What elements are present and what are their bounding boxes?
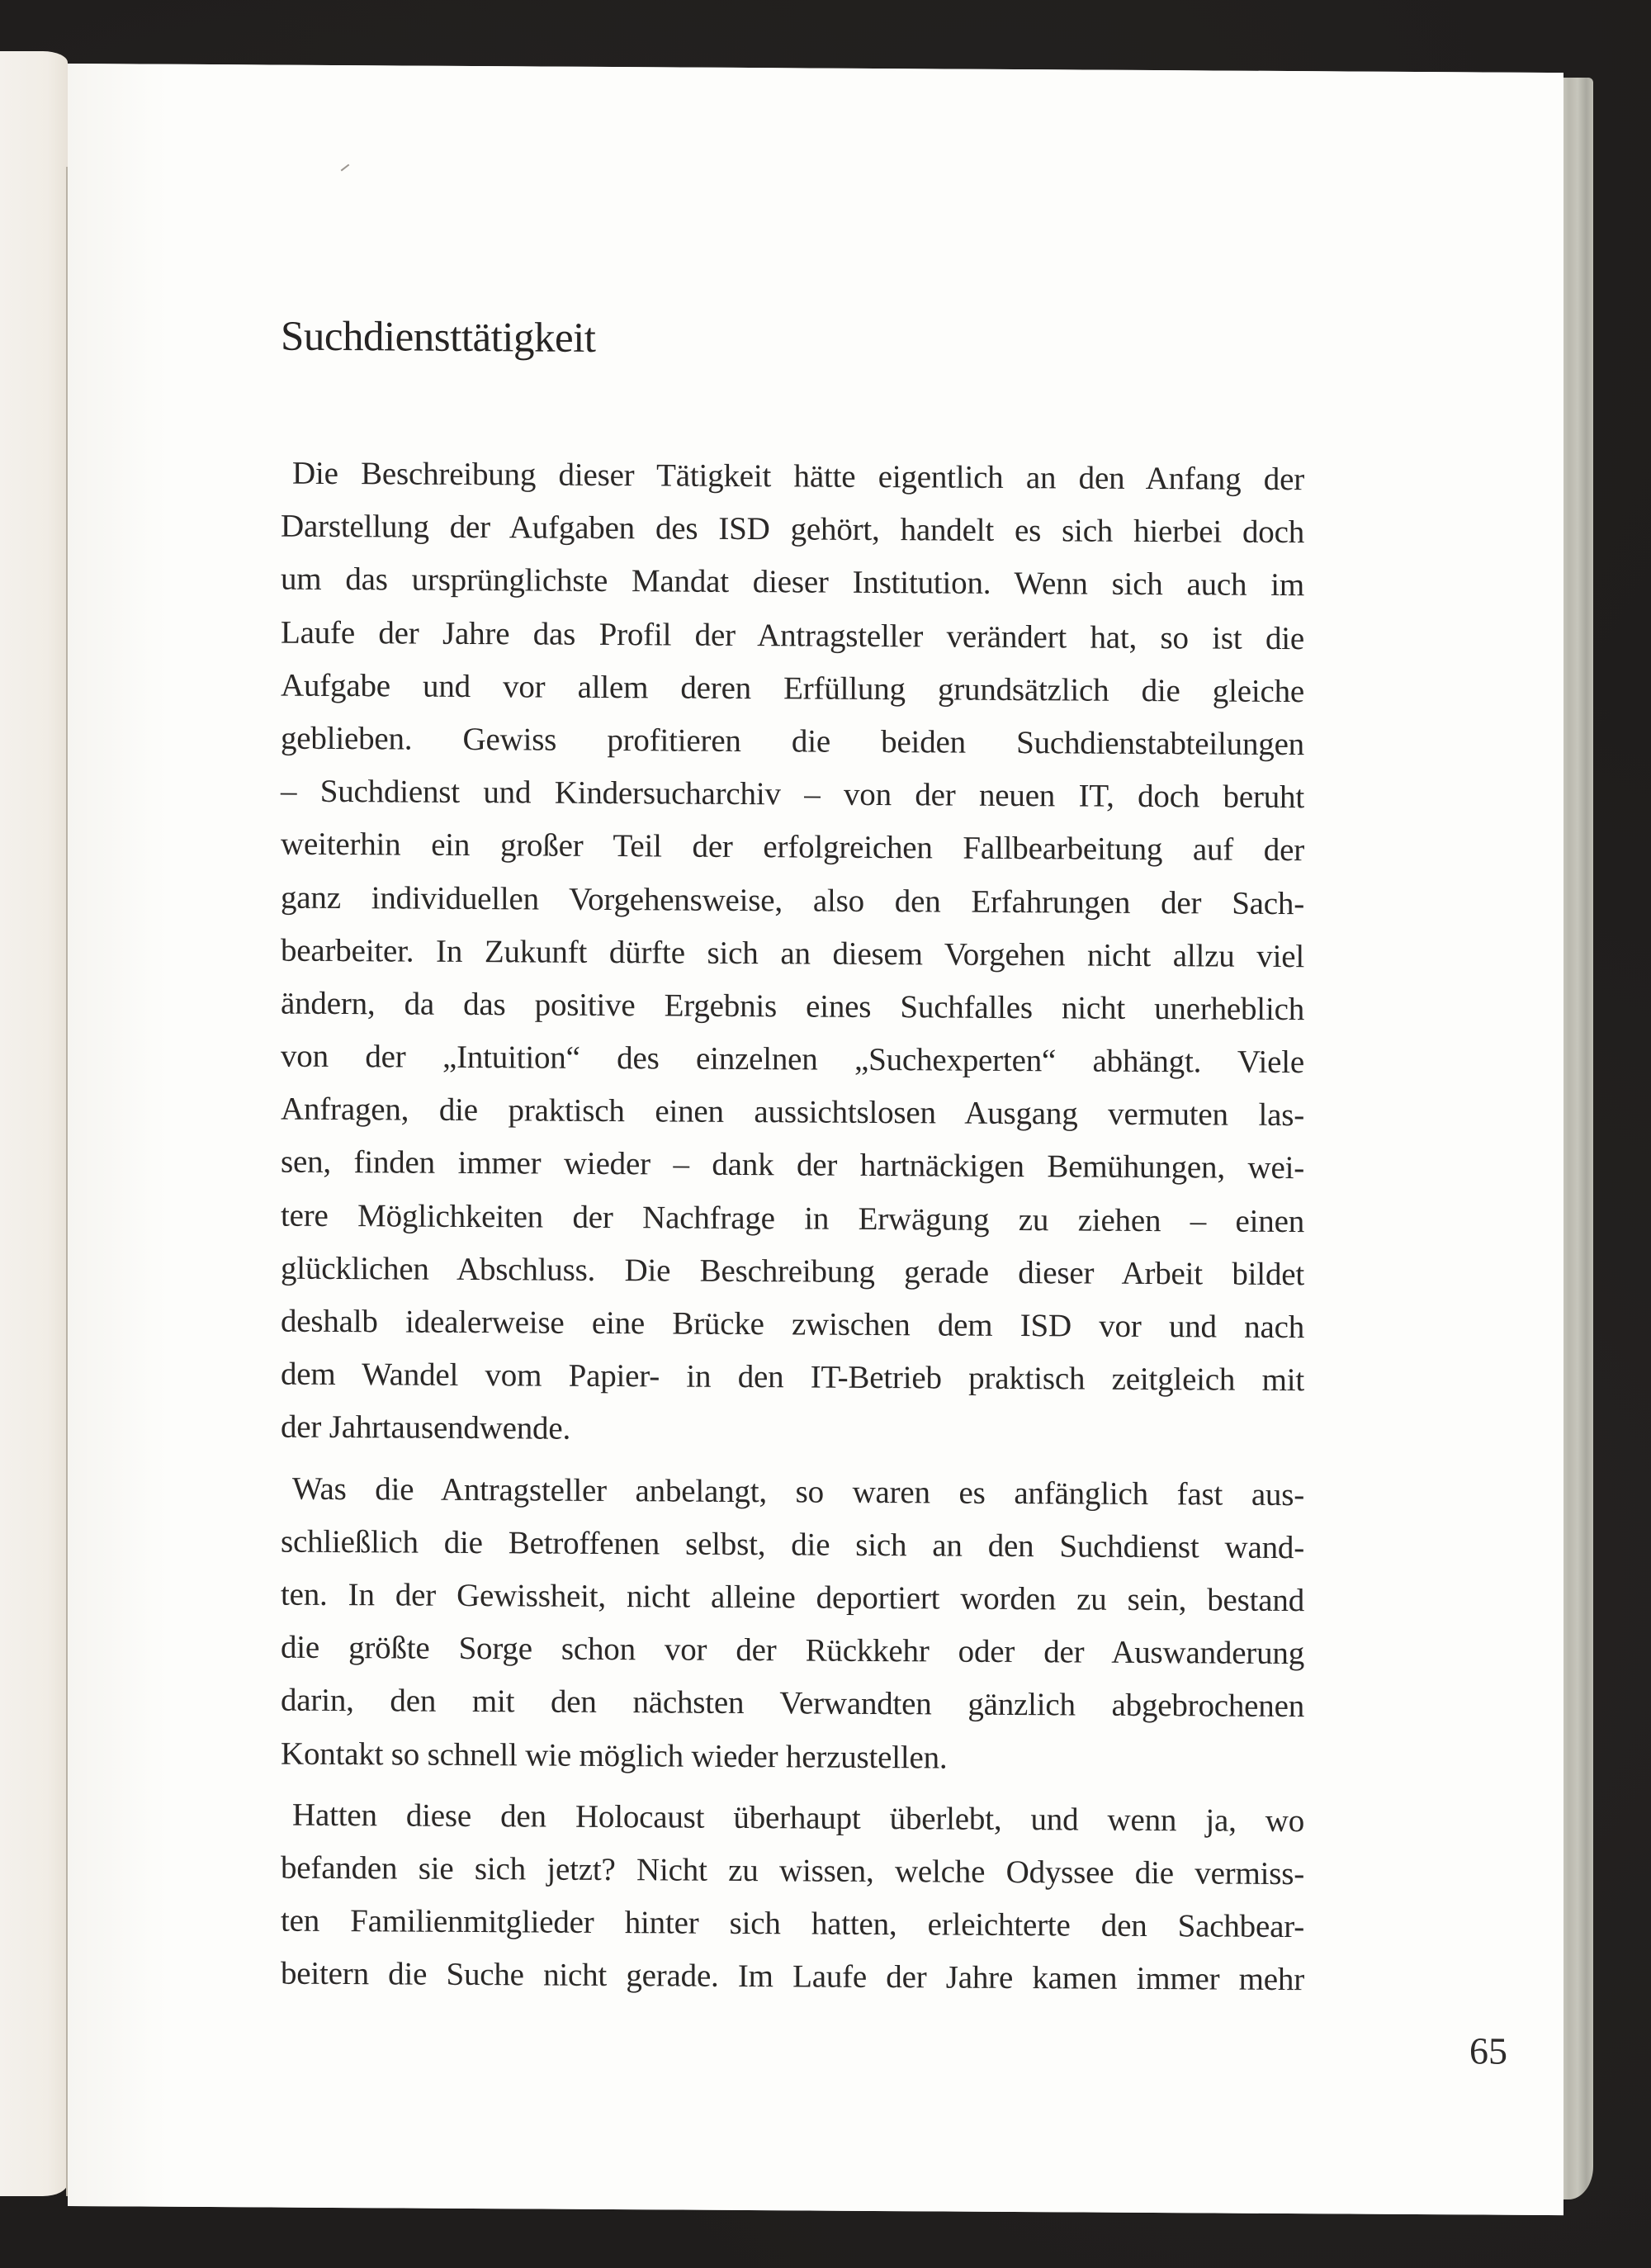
text-line: um das ursprünglichste Mandat dieser Institution. Wenn sich auch im xyxy=(281,561,1304,604)
text-line: glücklichen Abschluss. Die Beschreibung gerade dieser Arbeit bildet xyxy=(281,1250,1304,1292)
text-line: Aufgabe und vor allem deren Erfüllung grundsätzlich die gleiche xyxy=(281,667,1304,709)
page-number: 65 xyxy=(1469,2029,1507,2072)
page-content xyxy=(281,65,1507,2072)
text-line: der Jahrtausendwende. xyxy=(281,1409,570,1447)
previous-page-edge xyxy=(0,51,68,2196)
paragraph-2 xyxy=(281,1462,1304,1787)
text-line: sen, finden immer wieder – dank der hartnäckigen Bemühungen, wei- xyxy=(281,1144,1304,1186)
text-line: bearbeiter. In Zukunft dürfte sich an diesem Vorgehen nicht allzu viel xyxy=(281,932,1304,974)
text-line: beitern die Suche nicht gerade. Im Laufe der Jahre kamen immer mehr xyxy=(281,1955,1304,1998)
text-line: geblieben. Gewiss profitieren die beiden Suchdienstabteilungen xyxy=(281,720,1304,763)
paragraph-3 xyxy=(281,1788,1304,2006)
pencil-mark xyxy=(341,164,350,172)
text-line: schließlich die Betroffenen selbst, die sich an den Suchdienst wand- xyxy=(281,1523,1304,1565)
text-line: darin, den mit den nächsten Verwandten gänzlich abgebrochenen xyxy=(281,1682,1304,1725)
text-line: dem Wandel vom Papier- in den IT-Betrieb praktisch zeitgleich mit xyxy=(281,1356,1304,1399)
text-line: Die Beschreibung dieser Tätigkeit hätte eigentlich an den Anfang der xyxy=(292,455,1304,498)
page-block-edge xyxy=(1559,78,1593,2199)
text-line: Anfragen, die praktisch einen aussichtslosen Ausgang vermuten las- xyxy=(281,1091,1304,1134)
text-line: deshalb idealerweise eine Brücke zwischen dem ISD vor und nach xyxy=(281,1303,1304,1346)
text-line: tere Möglichkeiten der Nachfrage in Erwägung zu ziehen – einen xyxy=(281,1197,1304,1239)
text-line: ten. In der Gewissheit, nicht alleine deportiert worden zu sein, bestand xyxy=(281,1576,1304,1619)
paragraph-1 xyxy=(281,447,1304,1461)
text-line: – Suchdienst und Kindersucharchiv – von der neuen IT, doch beruht xyxy=(281,773,1304,816)
text-line: ganz individuellen Vorgehensweise, also den Erfahrungen der Sach- xyxy=(281,879,1304,921)
text-line: ändern, da das positive Ergebnis eines Suchfalles nicht unerheblich xyxy=(281,985,1304,1028)
text-line: Darstellung der Aufgaben des ISD gehört, handelt es sich hierbei doch xyxy=(281,508,1304,551)
text-line: ten Familienmitglieder hinter sich hatten, erleichterte den Sachbear- xyxy=(281,1902,1304,1945)
section-heading: Suchdiensttätigkeit xyxy=(281,313,596,362)
text-line: weiterhin ein großer Teil der erfolgreichen Fallbearbeitung auf der xyxy=(281,826,1304,869)
body-text xyxy=(281,447,1304,2007)
text-line: Was die Antragsteller anbelangt, so waren es anfänglich fast aus- xyxy=(292,1470,1304,1513)
text-line: befanden sie sich jetzt? Nicht zu wissen, welche Odyssee die vermiss- xyxy=(281,1849,1304,1892)
text-line: Laufe der Jahre das Profil der Antragsteller verändert hat, so ist die xyxy=(281,614,1304,656)
text-line: die größte Sorge schon vor der Rückkehr oder der Auswanderung xyxy=(281,1629,1304,1672)
text-line: Hatten diese den Holocaust überhaupt überlebt, und wenn ja, wo xyxy=(292,1797,1304,1839)
text-line: von der „Intuition“ des einzelnen „Suchexperten“ abhängt. Viele xyxy=(281,1038,1304,1081)
text-line: Kontakt so schnell wie möglich wieder herzustellen. xyxy=(281,1735,948,1776)
book-page xyxy=(68,64,1563,2215)
